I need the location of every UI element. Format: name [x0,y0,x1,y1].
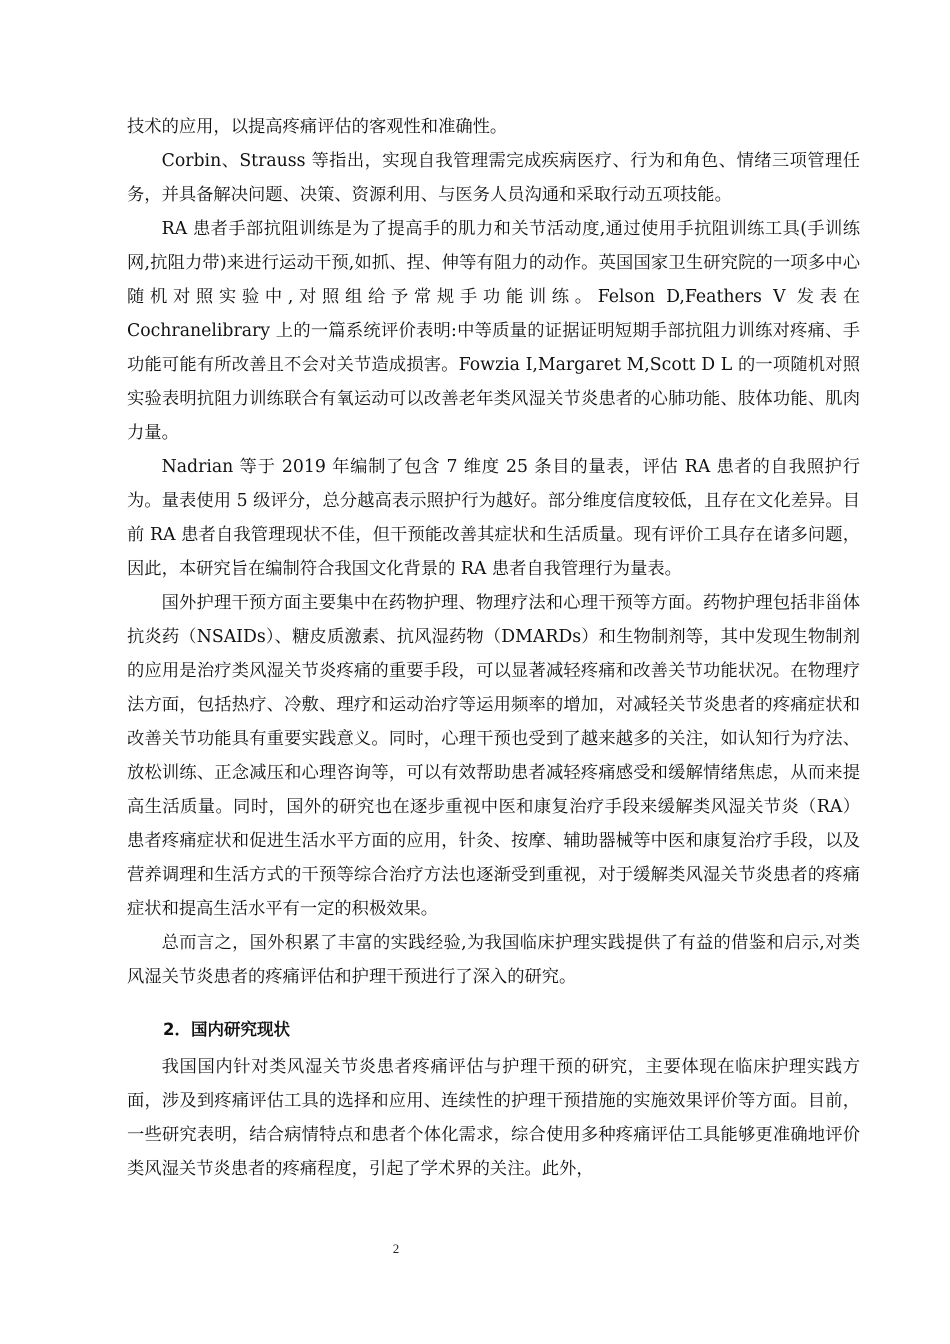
paragraph-domestic-research: 我国国内针对类风湿关节炎患者疼痛评估与护理干预的研究，主要体现在临床护理实践方面，涉及到疼痛评估工具的选择和应用、连续性的护理干预措施的实施效果评价等方面。目前，一些研究表明，结合病情特点和患者个体化需求，综合使用多种疼痛评估工具能够更准确地评价类风湿关节炎患者的疼痛程度，引起了学术界的关注。此外， [127,1057,860,1179]
document-body [127,110,860,1186]
paragraph-continuation: 技术的应用，以提高疼痛评估的客观性和准确性。 [127,117,508,137]
section-heading: 2．国内研究现状 [163,1020,290,1039]
paragraph-foreign-nursing-intervention: 国外护理干预方面主要集中在药物护理、物理疗法和心理干预等方面。药物护理包括非甾体抗炎药（NSAIDs）、糖皮质激素、抗风湿药物（DMARDs）和生物制剂等，其中发现生物制剂的应用是治疗类风湿关节炎疼痛的重要手段，可以显著减轻疼痛和改善关节功能状况。在物理疗法方面，包括热疗、冷敷、理疗和运动治疗等运用频率的增加，对减轻关节炎患者的疼痛症状和改善关节功能具有重要实践意义。同时，心理干预也受到了越来越多的关注，如认知行为疗法、放松训练、正念减压和心理咨询等，可以有效帮助患者减轻疼痛感受和缓解情绪焦虑，从而来提高生活质量。同时，国外的研究也在逐步重视中医和康复治疗手段来缓解类风湿关节炎（RA）患者疼痛症状和促进生活水平方面的应用，针灸、按摩、辅助器械等中医和康复治疗手段，以及营养调理和生活方式的干预等综合治疗方法也逐渐受到重视，对于缓解类风湿关节炎患者的疼痛症状和提高生活水平有一定的积极效果。 [127,593,860,919]
paragraph-nadrian-scale: Nadrian 等于 2019 年编制了包含 7 维度 25 条目的量表，评估 RA 患者的自我照护行为。量表使用 5 级评分，总分越高表示照护行为越好。部分维度信度较低，且存在文化差异。目前 RA 患者自我管理现状不佳，但干预能改善其症状和生活质量。现有评价工具存在诸多问题，因此，本研究旨在编制符合我国文化背景的 RA 患者自我管理行为量表。 [127,457,860,579]
paragraph-summary: 总而言之，国外积累了丰富的实践经验,为我国临床护理实践提供了有益的借鉴和启示,对类风湿关节炎患者的疼痛评估和护理干预进行了深入的研究。 [127,933,860,987]
paragraph-hand-resistance-training: RA 患者手部抗阻训练是为了提高手的肌力和关节活动度,通过使用手抗阻训练工具(手训练网,抗阻力带)来进行运动干预,如抓、捏、伸等有阻力的动作。英国国家卫生研究院的一项多中心随机对照实验中,对照组给予常规手功能训练。Felson D,Feathers V 发表在 Cochranelibrary 上的一篇系统评价表明:中等质量的证据证明短期手部抗阻力训练对疼痛、手功能可能有所改善且不会对关节造成损害。Fowzia I,Margaret M,Scott D L 的一项随机对照实验表明抗阻力训练联合有氧运动可以改善老年类风湿关节炎患者的心肺功能、肢体功能、肌肉力量。 [127,219,860,443]
paragraph-corbin-strauss: Corbin、Strauss 等指出，实现自我管理需完成疾病医疗、行为和角色、情绪三项管理任务，并具备解决问题、决策、资源利用、与医务人员沟通和采取行动五项技能。 [127,151,860,205]
page-number: 2 [392,1241,400,1256]
